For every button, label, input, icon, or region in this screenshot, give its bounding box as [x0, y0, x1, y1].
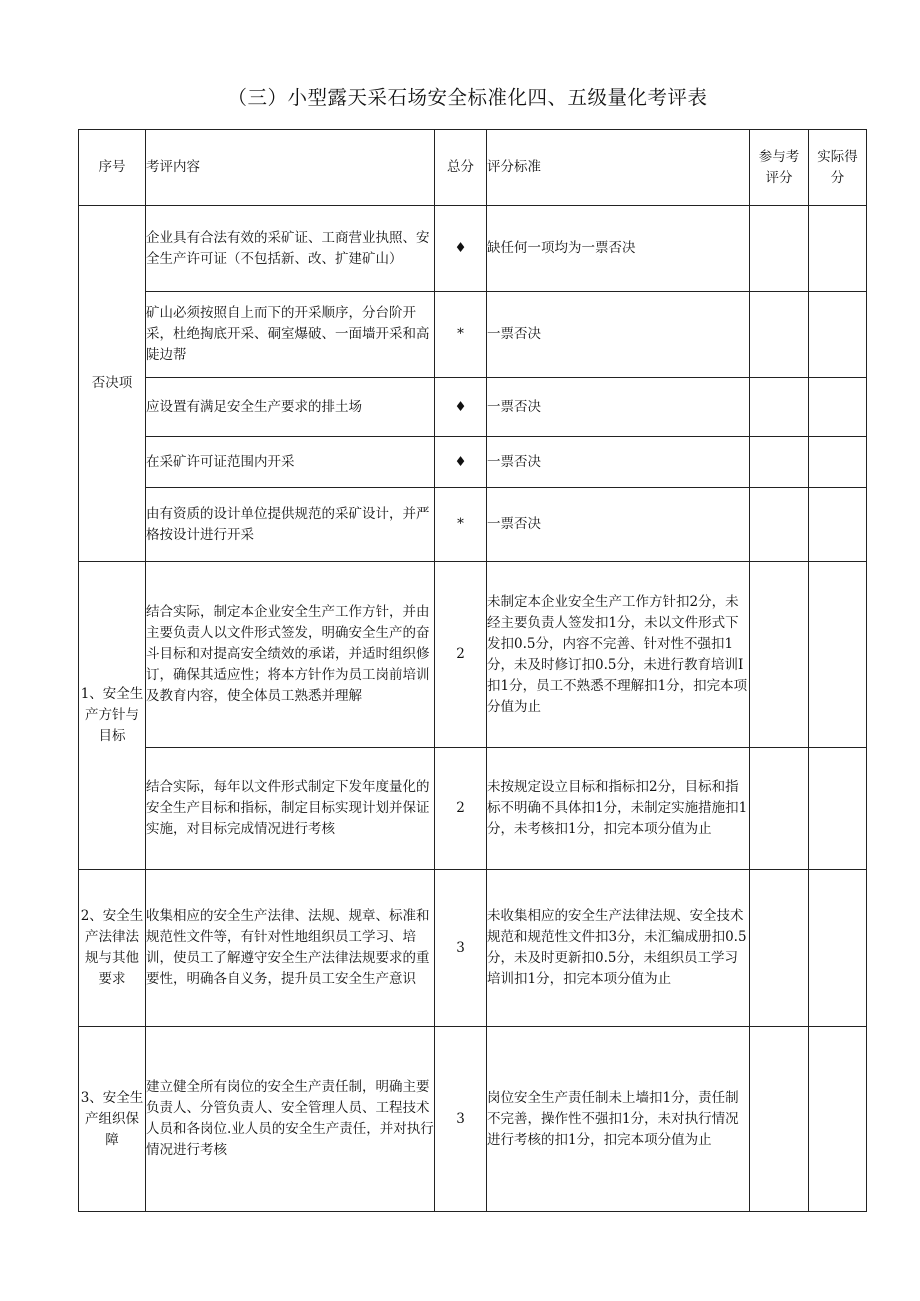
- row-content: 企业具有合法有效的采矿证、工商营业执照、安全生产许可证（不包括新、改、扩建矿山）: [146, 206, 435, 292]
- row-total: ♦: [435, 206, 487, 292]
- row-criteria: 岗位安全生产责任制未上墙扣1分，责任制不完善，操作性不强扣1分，未对执行情况进行考核的扣1分，扣完本项分值为止: [487, 1027, 750, 1212]
- participate-score-cell[interactable]: [750, 206, 809, 292]
- table-row: [79, 437, 867, 488]
- row-total: *: [435, 292, 487, 378]
- row-total: 2: [435, 562, 487, 748]
- section-label: 1、安全生产方针与目标: [79, 562, 146, 870]
- actual-score-cell[interactable]: [809, 292, 867, 378]
- row-total: 2: [435, 748, 487, 870]
- actual-score-cell[interactable]: [809, 437, 867, 488]
- row-criteria: 一票否决: [487, 292, 750, 378]
- assessment-table: [78, 129, 867, 1212]
- row-content: 应设置有满足安全生产要求的排土场: [146, 378, 435, 437]
- header-row: [79, 130, 867, 206]
- row-criteria: 未按规定设立目标和指标扣2分，目标和指标不明确不具体扣1分，未制定实施措施扣1分，未考核扣1分，扣完本项分值为止: [487, 748, 750, 870]
- row-total: 3: [435, 870, 487, 1027]
- row-total: *: [435, 488, 487, 562]
- actual-score-cell[interactable]: [809, 378, 867, 437]
- table-row: [79, 870, 867, 1027]
- actual-score-cell[interactable]: [809, 562, 867, 748]
- table-row: [79, 378, 867, 437]
- row-content: 在采矿许可证范围内开采: [146, 437, 435, 488]
- row-content: 由有资质的设计单位提供规范的采矿设计，并严格按设计进行开采: [146, 488, 435, 562]
- header-actual: 实际得分: [809, 130, 867, 206]
- table-row: [79, 1027, 867, 1212]
- participate-score-cell[interactable]: [750, 748, 809, 870]
- actual-score-cell[interactable]: [809, 1027, 867, 1212]
- row-content: 矿山必须按照自上而下的开采顺序，分台阶开采，杜绝掏底开采、硐室爆破、一面墙开采和高陡边帮: [146, 292, 435, 378]
- row-total: ♦: [435, 437, 487, 488]
- participate-score-cell[interactable]: [750, 292, 809, 378]
- section-label: 3、安全生产组织保障: [79, 1027, 146, 1212]
- table-row: [79, 206, 867, 292]
- row-content: 结合实际，每年以文件形式制定下发年度量化的安全生产目标和指标，制定目标实现计划并保证实施，对目标完成情况进行考核: [146, 748, 435, 870]
- participate-score-cell[interactable]: [750, 870, 809, 1027]
- row-total: ♦: [435, 378, 487, 437]
- header-total: 总分: [435, 130, 487, 206]
- participate-score-cell[interactable]: [750, 437, 809, 488]
- row-criteria: 一票否决: [487, 488, 750, 562]
- row-criteria: 缺任何一项均为一票否决: [487, 206, 750, 292]
- participate-score-cell[interactable]: [750, 562, 809, 748]
- header-seq: 序号: [79, 130, 146, 206]
- table-row: [79, 748, 867, 870]
- participate-score-cell[interactable]: [750, 488, 809, 562]
- participate-score-cell[interactable]: [750, 378, 809, 437]
- actual-score-cell[interactable]: [809, 206, 867, 292]
- row-total: 3: [435, 1027, 487, 1212]
- header-participate: 参与考评分: [750, 130, 809, 206]
- table-row: [79, 292, 867, 378]
- participate-score-cell[interactable]: [750, 1027, 809, 1212]
- page-title: （三）小型露天采石场安全标准化四、五级量化考评表: [227, 86, 708, 109]
- row-content: 收集相应的安全生产法律、法规、规章、标准和规范性文件等，有针对性地组织员工学习、培训，使员工了解遵守安全生产法律法规要求的重要性，明确各自义务，提升员工安全生产意识: [146, 870, 435, 1027]
- section-label: 2、安全生产法律法规与其他要求: [79, 870, 146, 1027]
- actual-score-cell[interactable]: [809, 748, 867, 870]
- row-content: 结合实际，制定本企业安全生产工作方针，并由主要负责人以文件形式签发，明确安全生产的奋斗目标和对提高安全绩效的承诺，并适时组织修订，确保其适应性；将本方针作为员工岗前培训及教育内容，使全体员工熟悉并理解: [146, 562, 435, 748]
- row-criteria: 一票否决: [487, 437, 750, 488]
- actual-score-cell[interactable]: [809, 870, 867, 1027]
- row-criteria: 未收集相应的安全生产法律法规、安全技术规范和规范性文件扣3分，未汇编成册扣0.5分，未及时更新扣0.5分，未组织员工学习培训扣1分，扣完本项分值为止: [487, 870, 750, 1027]
- row-criteria: 一票否决: [487, 378, 750, 437]
- table-row: [79, 488, 867, 562]
- row-criteria: 未制定本企业安全生产工作方针扣2分，未经主要负责人签发扣1分，未以文件形式下发扣0.5分，内容不完善、针对性不强扣1分，未及时修订扣0.5分，未进行教育培训I扣1分，员工不熟悉不理解扣1分，扣完本项分值为止: [487, 562, 750, 748]
- table-row: [79, 562, 867, 748]
- header-content: 考评内容: [146, 130, 435, 206]
- row-content: 建立健全所有岗位的安全生产责任制，明确主要负责人、分管负责人、安全管理人员、工程技术人员和各岗位.业人员的安全生产责任，并对执行情况进行考核: [146, 1027, 435, 1212]
- actual-score-cell[interactable]: [809, 488, 867, 562]
- section-label: 否决项: [79, 206, 146, 562]
- header-criteria: 评分标准: [487, 130, 750, 206]
